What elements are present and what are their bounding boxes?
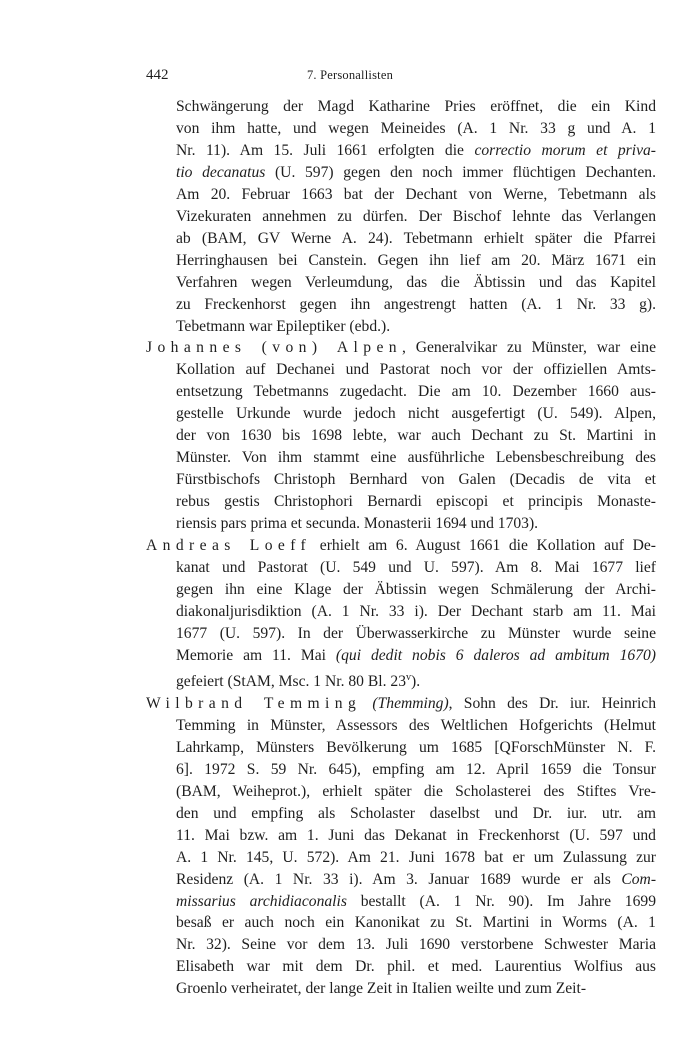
text-line bbox=[146, 912, 656, 934]
text-segment: erhielt am 6. August 1661 die Kollation auf De- bbox=[311, 537, 657, 555]
text-segment: Lahrkamp, Münsters Bevölkerung um 1685 [QForschMünster N. F. bbox=[176, 738, 656, 756]
text-line bbox=[146, 316, 656, 338]
text-line bbox=[146, 645, 656, 667]
text-line bbox=[146, 403, 656, 425]
text-segment bbox=[361, 695, 372, 712]
text-segment: 6]. 1972 S. 59 Nr. 645), empfing am 12. April 1659 die Tonsur bbox=[176, 760, 656, 778]
text-segment: gegen ihn eine Klage der Äbtissin wegen Schmälerung der Archi- bbox=[176, 580, 656, 598]
entry-name: Johannes (von) Alpen bbox=[146, 339, 402, 357]
text-segment: Vizekuraten annehmen zu dürfen. Der Bischof lehnte das Verlangen bbox=[176, 207, 656, 225]
italic-text: correctio morum et priva- bbox=[474, 141, 656, 159]
text-segment: riensis pars prima et secunda. Monasterii 1694 und 1703). bbox=[176, 515, 539, 533]
italic-text: (Themming) bbox=[372, 694, 449, 712]
text-line bbox=[146, 891, 656, 913]
text-line bbox=[146, 469, 656, 491]
text-line bbox=[146, 579, 656, 601]
page-number: 442 bbox=[146, 67, 169, 83]
text-segment: 1677 (U. 597). In der Überwasserkirche zu Münster wurde seine bbox=[176, 624, 656, 642]
text-line bbox=[146, 447, 656, 469]
italic-text: Com- bbox=[621, 870, 657, 888]
text-line bbox=[146, 162, 656, 184]
text-line bbox=[146, 250, 656, 272]
text-segment: Tebetmann war Epileptiker (ebd.). bbox=[176, 317, 391, 335]
running-head: 7. Personallisten bbox=[306, 68, 394, 82]
text-line bbox=[146, 623, 656, 645]
text-line bbox=[146, 737, 656, 759]
text-line bbox=[146, 381, 656, 403]
text-segment: Nr. 11). Am 15. Juli 1661 erfolgten die bbox=[176, 141, 475, 159]
text-segment: (U. 597) gegen den noch immer flüchtigen Dechanten. bbox=[265, 163, 656, 181]
text-segment: den und empfing als Scholaster daselbst und Dr. iur. utr. am bbox=[176, 804, 656, 822]
text-segment: gefeiert (StAM, Msc. 1 Nr. 80 Bl. 23 bbox=[176, 672, 406, 690]
text-line bbox=[146, 206, 656, 228]
text-line bbox=[146, 956, 656, 978]
text-segment: A. 1 Nr. 145, U. 572). Am 21. Juni 1678 bat er um Zulassung zur bbox=[176, 848, 656, 866]
text-line bbox=[146, 535, 656, 557]
text-line bbox=[146, 118, 656, 140]
text-line bbox=[146, 667, 656, 693]
text-line bbox=[146, 693, 656, 715]
text-segment: besaß er auch noch ein Kanonikat zu St. Martini in Worms (A. 1 bbox=[176, 914, 656, 932]
text-segment: Münster. Von ihm stammt eine ausführliche Lebensbeschreibung des bbox=[176, 449, 656, 467]
text-segment: Groenlo verheiratet, der lange Zeit in Italien weilte und zum Zeit- bbox=[176, 980, 587, 998]
text-line bbox=[146, 803, 656, 825]
text-segment: ab (BAM, GV Werne A. 24). Tebetmann erhielt später die Pfarrei bbox=[176, 229, 657, 247]
text-line bbox=[146, 272, 656, 294]
text-segment: , Sohn des Dr. iur. Heinrich bbox=[448, 694, 656, 712]
text-segment: Kollation auf Dechanei und Pastorat noch vor der offiziellen Amts- bbox=[176, 361, 656, 379]
text-line bbox=[146, 978, 656, 1000]
text-segment: bestallt (A. 1 Nr. 90). Im Jahre 1699 bbox=[346, 892, 656, 910]
text-line bbox=[146, 825, 656, 847]
text-segment: gestelle Urkunde wurde jedoch nicht ausgefertigt (U. 549). Alpen, bbox=[176, 405, 656, 423]
text-line bbox=[146, 601, 656, 623]
text-segment: Herringhausen bei Canstein. Gegen ihn lief am 20. März 1671 ein bbox=[176, 251, 656, 269]
text-line bbox=[146, 359, 656, 381]
text-line bbox=[146, 513, 656, 535]
entry-name: Wilbrand Temming bbox=[146, 694, 362, 712]
text-line bbox=[146, 96, 656, 118]
text-line bbox=[146, 425, 656, 447]
text-line bbox=[146, 557, 656, 579]
text-segment: Verfahren wegen Verleumdung, das die Äbtissin und das Kapitel bbox=[176, 273, 656, 291]
text-line bbox=[146, 934, 656, 956]
text-segment: kanat und Pastorat (U. 549 und U. 597). Am 8. Mai 1677 lief bbox=[176, 559, 656, 577]
italic-text: tio decanatus bbox=[176, 163, 266, 181]
text-segment: Nr. 32). Seine vor dem 13. Juli 1690 verstorbene Schwester Maria bbox=[176, 936, 656, 954]
text-line bbox=[146, 759, 656, 781]
text-segment: Temming in Münster, Assessors des Weltlichen Hofgerichts (Helmut bbox=[176, 716, 656, 734]
text-segment: von ihm hatte, und wegen Meineides (A. 1 Nr. 33 g und A. 1 bbox=[176, 119, 656, 137]
text-line bbox=[146, 491, 656, 513]
text-segment: Am 20. Februar 1663 bat der Dechant von Werne, Tebetmann als bbox=[176, 185, 656, 203]
text-segment: Elisabeth war mit dem Dr. phil. et med. Laurentius Wolfius aus bbox=[176, 958, 656, 976]
text-segment: der von 1630 bis 1698 lebte, war auch Dechant zu St. Martini in bbox=[176, 427, 656, 445]
text-segment: , Generalvikar zu Münster, war eine bbox=[401, 339, 656, 357]
text-segment: rebus gestis Christophori Bernardi episcopi et principis Monaste- bbox=[176, 493, 656, 511]
text-line bbox=[146, 869, 656, 891]
text-line bbox=[146, 140, 656, 162]
text-segment: Schwängerung der Magd Katharine Pries eröffnet, die ein Kind bbox=[176, 98, 656, 115]
text-segment: Memorie am 11. Mai bbox=[176, 646, 336, 664]
text-segment: diakonaljurisdiktion (A. 1 Nr. 33 i). Der Dechant starb am 11. Mai bbox=[176, 602, 656, 620]
text-line bbox=[146, 337, 656, 359]
italic-text: (qui dedit nobis 6 daleros ad ambitum 1670) bbox=[335, 646, 656, 664]
italic-text: missarius archidiaconalis bbox=[176, 892, 347, 910]
text-line bbox=[146, 781, 656, 803]
text-segment: zu Freckenhorst gegen ihn angestrengt hatten (A. 1 Nr. 33 g). bbox=[176, 295, 656, 313]
text-segment: Residenz (A. 1 Nr. 33 i). Am 3. Januar 1689 wurde er als bbox=[176, 870, 622, 888]
text-segment: 11. Mai bzw. am 1. Juni das Dekanat in Freckenhorst (U. 597 und bbox=[176, 826, 656, 844]
text-segment: ). bbox=[411, 672, 421, 690]
entry-name: Andreas Loeff bbox=[146, 537, 312, 555]
text-line bbox=[146, 228, 656, 250]
text-line bbox=[146, 184, 656, 206]
text-segment: entsetzung Tebetmanns zugedacht. Die am 10. Dezember 1660 aus- bbox=[176, 383, 656, 401]
text-line bbox=[146, 294, 656, 316]
text-line bbox=[146, 715, 656, 737]
text-line bbox=[146, 847, 656, 869]
body-text bbox=[146, 96, 656, 1000]
superscript: v bbox=[406, 671, 411, 683]
text-segment: (BAM, Weiheprot.), erhielt später die Scholasterei des Stiftes Vre- bbox=[176, 782, 656, 800]
text-segment: Fürstbischofs Christoph Bernhard von Galen (Decadis de vita et bbox=[176, 471, 656, 489]
